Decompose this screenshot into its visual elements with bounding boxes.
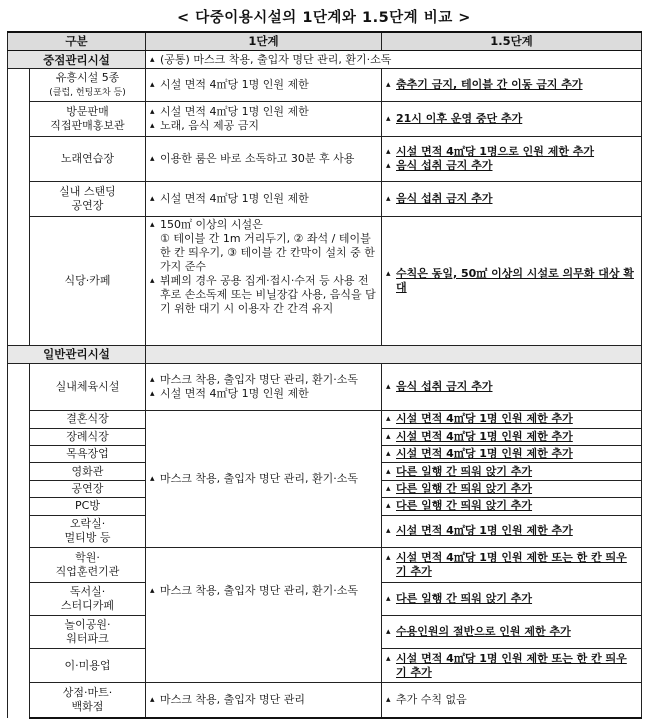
category-arcade: 오락실· 멀티방 등 bbox=[30, 515, 146, 548]
table-row: 식당·카페 ▴ 150㎡ 이상의 시설은 ① 테이블 간 1m 거리두기, ② 좌석 / 테이블 한 칸 띄우기, ③ 테이블 간 칸막이 설치 중 한 가지 준수 ▴ 뷔페의 경우 공용 집게·접시·수저 등 사용 전후로 손소독제 또는 비닐장갑 사용, 음식을 담기 위한 대기 시 이용자 간 간격 유지 ▴ 수칙은 동일, 50㎡ 이상의 시설로 의무화 대상 확대 bbox=[8, 216, 642, 345]
category-sports: 실내체육시설 bbox=[30, 364, 146, 411]
header-stage-1: 1단계 bbox=[146, 32, 382, 50]
category-funeral: 장례식장 bbox=[30, 428, 146, 445]
table-header-row bbox=[8, 32, 642, 50]
table-row: 놀이공원· 워터파크 ▴ 수용인원의 절반으로 인원 제한 추가 bbox=[8, 615, 642, 648]
category-standing: 실내 스탠딩 공연장 bbox=[30, 181, 146, 216]
group-a-stage-1: ▴ 마스크 착용, 출입자 명단 관리, 환기·소독 bbox=[146, 411, 382, 548]
category-entertainment: 유흥시설 5종 (클럽, 헌팅포차 등) bbox=[30, 69, 146, 102]
header-category: 구분 bbox=[8, 32, 146, 50]
category-wedding: 결혼식장 bbox=[30, 411, 146, 428]
table-row: 장례식장 ▴ 시설 면적 4㎡당 1명 인원 제한 추가 bbox=[8, 428, 642, 445]
table-row: 독서실· 스터디카페 ▴ 다른 일행 간 띄워 앉기 추가 bbox=[8, 583, 642, 616]
comparison-table bbox=[7, 31, 641, 719]
group-b-stage-1: ▴ 마스크 착용, 출입자 명단 관리, 환기·소독 bbox=[146, 548, 382, 683]
category-academy: 학원· 직업훈련기관 bbox=[30, 548, 146, 583]
category-bath: 목욕장업 bbox=[30, 446, 146, 463]
table-row: 결혼식장 ▴ 마스크 착용, 출입자 명단 관리, 환기·소독 ▴ 시설 면적 4㎡당 1명 인원 제한 추가 bbox=[8, 411, 642, 428]
section-general-label: 일반관리시설 bbox=[8, 345, 146, 363]
table-row: 공연장 ▴ 다른 일행 간 띄워 앉기 추가 bbox=[8, 480, 642, 497]
section-focus-row bbox=[8, 50, 642, 68]
category-theater: 공연장 bbox=[30, 480, 146, 497]
table-row: 실내체육시설 ▴ 마스크 착용, 출입자 명단 관리, 환기·소독 ▴ 시설 면적 4㎡당 1명 인원 제한 ▴ 음식 섭취 금지 추가 bbox=[8, 364, 642, 411]
section-focus-label: 중점관리시설 bbox=[8, 50, 146, 68]
category-karaoke: 노래연습장 bbox=[30, 136, 146, 181]
category-pc: PC방 bbox=[30, 498, 146, 515]
table-row: 학원· 직업훈련기관 ▴ 마스크 착용, 출입자 명단 관리, 환기·소독 ▴ 시설 면적 4㎡당 1명 인원 제한 또는 한 칸 띄우기 추가 bbox=[8, 548, 642, 583]
table-row: PC방 ▴ 다른 일행 간 띄워 앉기 추가 bbox=[8, 498, 642, 515]
category-park: 놀이공원· 워터파크 bbox=[30, 615, 146, 648]
table-row: 상점·마트· 백화점 ▴ 마스크 착용, 출입자 명단 관리 ▴ 추가 수칙 없음 bbox=[8, 683, 642, 718]
category-store: 상점·마트· 백화점 bbox=[30, 683, 146, 718]
table-row: 영화관 ▴ 다른 일행 간 띄워 앉기 추가 bbox=[8, 463, 642, 480]
table-row: 실내 스탠딩 공연장 ▴ 시설 면적 4㎡당 1명 인원 제한 ▴ 음식 섭취 금지 추가 bbox=[8, 181, 642, 216]
table-row: 방문판매 직접판매홍보관 ▴ 시설 면적 4㎡당 1명 인원 제한 ▴ 노래, 음식 제공 금지 ▴ 21시 이후 운영 중단 추가 bbox=[8, 102, 642, 137]
document-title: < 다중이용시설의 1단계와 1.5단계 비교 > bbox=[177, 10, 471, 26]
category-cinema: 영화관 bbox=[30, 463, 146, 480]
table-row: 노래연습장 ▴ 이용한 룸은 바로 소독하고 30분 후 사용 ▴ 시설 면적 4㎡당 1명으로 인원 제한 추가 ▴ 음식 섭취 금지 추가 bbox=[8, 136, 642, 181]
header-stage-1-5: 1.5단계 bbox=[382, 32, 642, 50]
category-restaurant: 식당·카페 bbox=[30, 216, 146, 345]
category-study: 독서실· 스터디카페 bbox=[30, 583, 146, 616]
table-row: 오락실· 멀티방 등 ▴ 시설 면적 4㎡당 1명 인원 제한 추가 bbox=[8, 515, 642, 548]
table-row: 이·미용업 ▴ 시설 면적 4㎡당 1명 인원 제한 또는 한 칸 띄우기 추가 bbox=[8, 648, 642, 683]
table-row: 목욕장업 ▴ 시설 면적 4㎡당 1명 인원 제한 추가 bbox=[8, 446, 642, 463]
category-door-sales: 방문판매 직접판매홍보관 bbox=[30, 102, 146, 137]
table-row: 유흥시설 5종 (클럽, 헌팅포차 등) ▴ 시설 면적 4㎡당 1명 인원 제한 ▴ 춤추기 금지, 테이블 간 이동 금지 추가 bbox=[8, 69, 642, 102]
common-rule: ▴ (공통) 마스크 착용, 출입자 명단 관리, 환기·소독 bbox=[150, 53, 637, 67]
category-beauty: 이·미용업 bbox=[30, 648, 146, 683]
section-general-row bbox=[8, 345, 642, 363]
